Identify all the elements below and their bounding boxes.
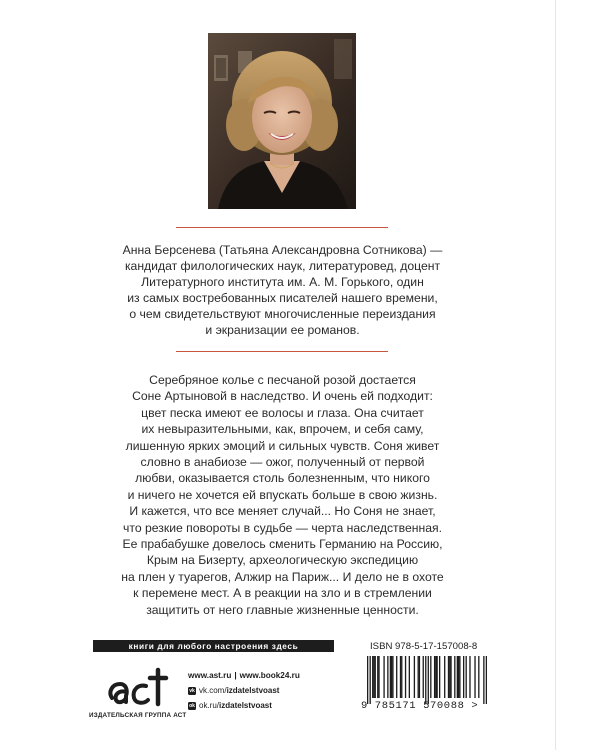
barcode-bar (378, 656, 379, 698)
barcode-bar (387, 656, 388, 698)
barcode-bar (370, 656, 371, 704)
barcode-bar (486, 656, 487, 704)
blurb-line: лишенную ярких эмоций и сильных чувств. Соня живет (125, 438, 440, 453)
vk-link-row[interactable] (188, 683, 300, 698)
barcode-bar (405, 656, 406, 698)
isbn-label: ISBN 978-5-17-157008-8 (370, 641, 478, 652)
barcode-bar (409, 656, 410, 698)
blurb-line: Ее прабабушке довелось сменить Германию на Россию, (122, 537, 443, 552)
barcode-bar (396, 656, 397, 698)
author-photo (208, 33, 356, 209)
author-portrait-image (208, 33, 356, 209)
ok-link-row[interactable] (188, 698, 300, 713)
barcode-bar (449, 656, 450, 698)
website-link-book24[interactable]: www.book24.ru (239, 671, 300, 680)
blurb-line: Крым на Бизерту, археологическую экспедицию (146, 553, 419, 568)
ok-icon: ok (189, 702, 195, 709)
barcode-bar (401, 656, 402, 698)
barcode-bar (483, 656, 484, 704)
barcode-bar (459, 656, 460, 698)
publisher-links (188, 668, 300, 713)
website-link-ast[interactable]: www.ast.ru (188, 671, 232, 680)
blurb-line: их невыразительными, как, впрочем, и себя саму, (141, 422, 424, 437)
barcode-bar (367, 656, 368, 704)
vk-icon: vk (189, 687, 195, 694)
barcode-bar (414, 656, 415, 698)
blurb-line: защитить от него главные жизненные ценности. (146, 602, 419, 617)
author-bio-line: кандидат филологических наук, литературовед, доцент (124, 259, 441, 273)
publisher-tagline: книги для любого настроения здесь (93, 640, 334, 652)
barcode-bar (469, 656, 470, 698)
barcode-bar (392, 656, 393, 698)
ast-logo-icon (104, 662, 174, 712)
isbn-barcode (367, 656, 487, 704)
barcode-bar (425, 656, 426, 704)
vk-link-handle: izdatelstvoast (226, 686, 280, 695)
website-links (188, 668, 300, 683)
blurb-line: к перемене мест. А в реакции на зло и в стремлении (133, 586, 432, 601)
barcode-bar (423, 656, 424, 698)
link-separator: | (234, 671, 237, 680)
blurb-line: на плен у туарегов, Алжир на Париж... И дело не в охоте (121, 569, 444, 584)
barcode-bar (439, 656, 440, 698)
barcode-bar (430, 656, 431, 698)
barcode-bar (418, 656, 419, 698)
ok-link-handle: izdatelstvoast (219, 701, 272, 710)
barcode-bar (466, 656, 467, 698)
barcode-bar (434, 656, 435, 698)
barcode-bar (474, 656, 475, 698)
blurb-line: что резкие повороты в судьбе — черта наследственная. (123, 520, 442, 535)
barcode-bar (375, 656, 376, 698)
blurb-line: и ничего не хочется ей впускать больше в свою жизнь. (127, 487, 438, 502)
book-blurb (100, 372, 465, 618)
barcode-bar (436, 656, 437, 698)
blurb-line: любви, оказывается столь болезненным, что никого (135, 471, 430, 486)
blurb-line: словно в анабиозе — ожог, полученный от первой (140, 455, 425, 470)
barcode-bar (372, 656, 373, 698)
blurb-line: Соне Артыновой в наследство. И очень ей подходит: (132, 389, 433, 404)
barcode-bar (428, 656, 429, 704)
publisher-name: ИЗДАТЕЛЬСКАЯ ГРУППА АСТ (89, 712, 187, 719)
author-bio-line: Литературного института им. А. М. Горького, один (141, 275, 424, 289)
barcode-bar (391, 656, 392, 698)
barcode-digits: 9 785171 570088 > (361, 700, 479, 712)
barcode-bar (454, 656, 455, 698)
barcode-bar (383, 656, 384, 698)
author-bio (110, 242, 455, 338)
barcode-bar (373, 656, 374, 698)
blurb-line: И кажется, что все меняет случай... Но Соня не знает, (129, 504, 436, 519)
cover-fold-line (555, 0, 556, 750)
barcode-bar (377, 656, 378, 698)
author-bio-line: из самых востребованных писателей нашего времени, (127, 291, 438, 305)
barcode-bar (478, 656, 479, 698)
barcode-bar (400, 656, 401, 698)
blurb-line: Серебряное колье с песчаной розой достается (149, 373, 416, 387)
divider-middle (176, 351, 388, 352)
barcode-bar (448, 656, 449, 698)
author-bio-line: о чем свидетельствуют многочисленные переиздания (129, 307, 436, 321)
barcode-bar (463, 656, 464, 698)
barcode-bar (458, 656, 459, 698)
barcode-bar (435, 656, 436, 698)
vk-link-prefix: vk.com/ (199, 686, 227, 695)
barcode-bar (419, 656, 420, 698)
divider-top (176, 227, 388, 228)
ok-link-prefix: ok.ru/ (199, 701, 220, 710)
barcode-bar (457, 656, 458, 698)
barcode-bar (444, 656, 445, 698)
author-bio-line: и экранизации ее романов. (205, 323, 360, 337)
author-bio-line: Анна Берсенева (Татьяна Александровна Сотникова) — (122, 243, 443, 257)
barcode-bar (390, 656, 391, 698)
barcode-bar (450, 656, 451, 698)
blurb-line: цвет песка имеют ее волосы и глаза. Она считает (141, 405, 424, 420)
